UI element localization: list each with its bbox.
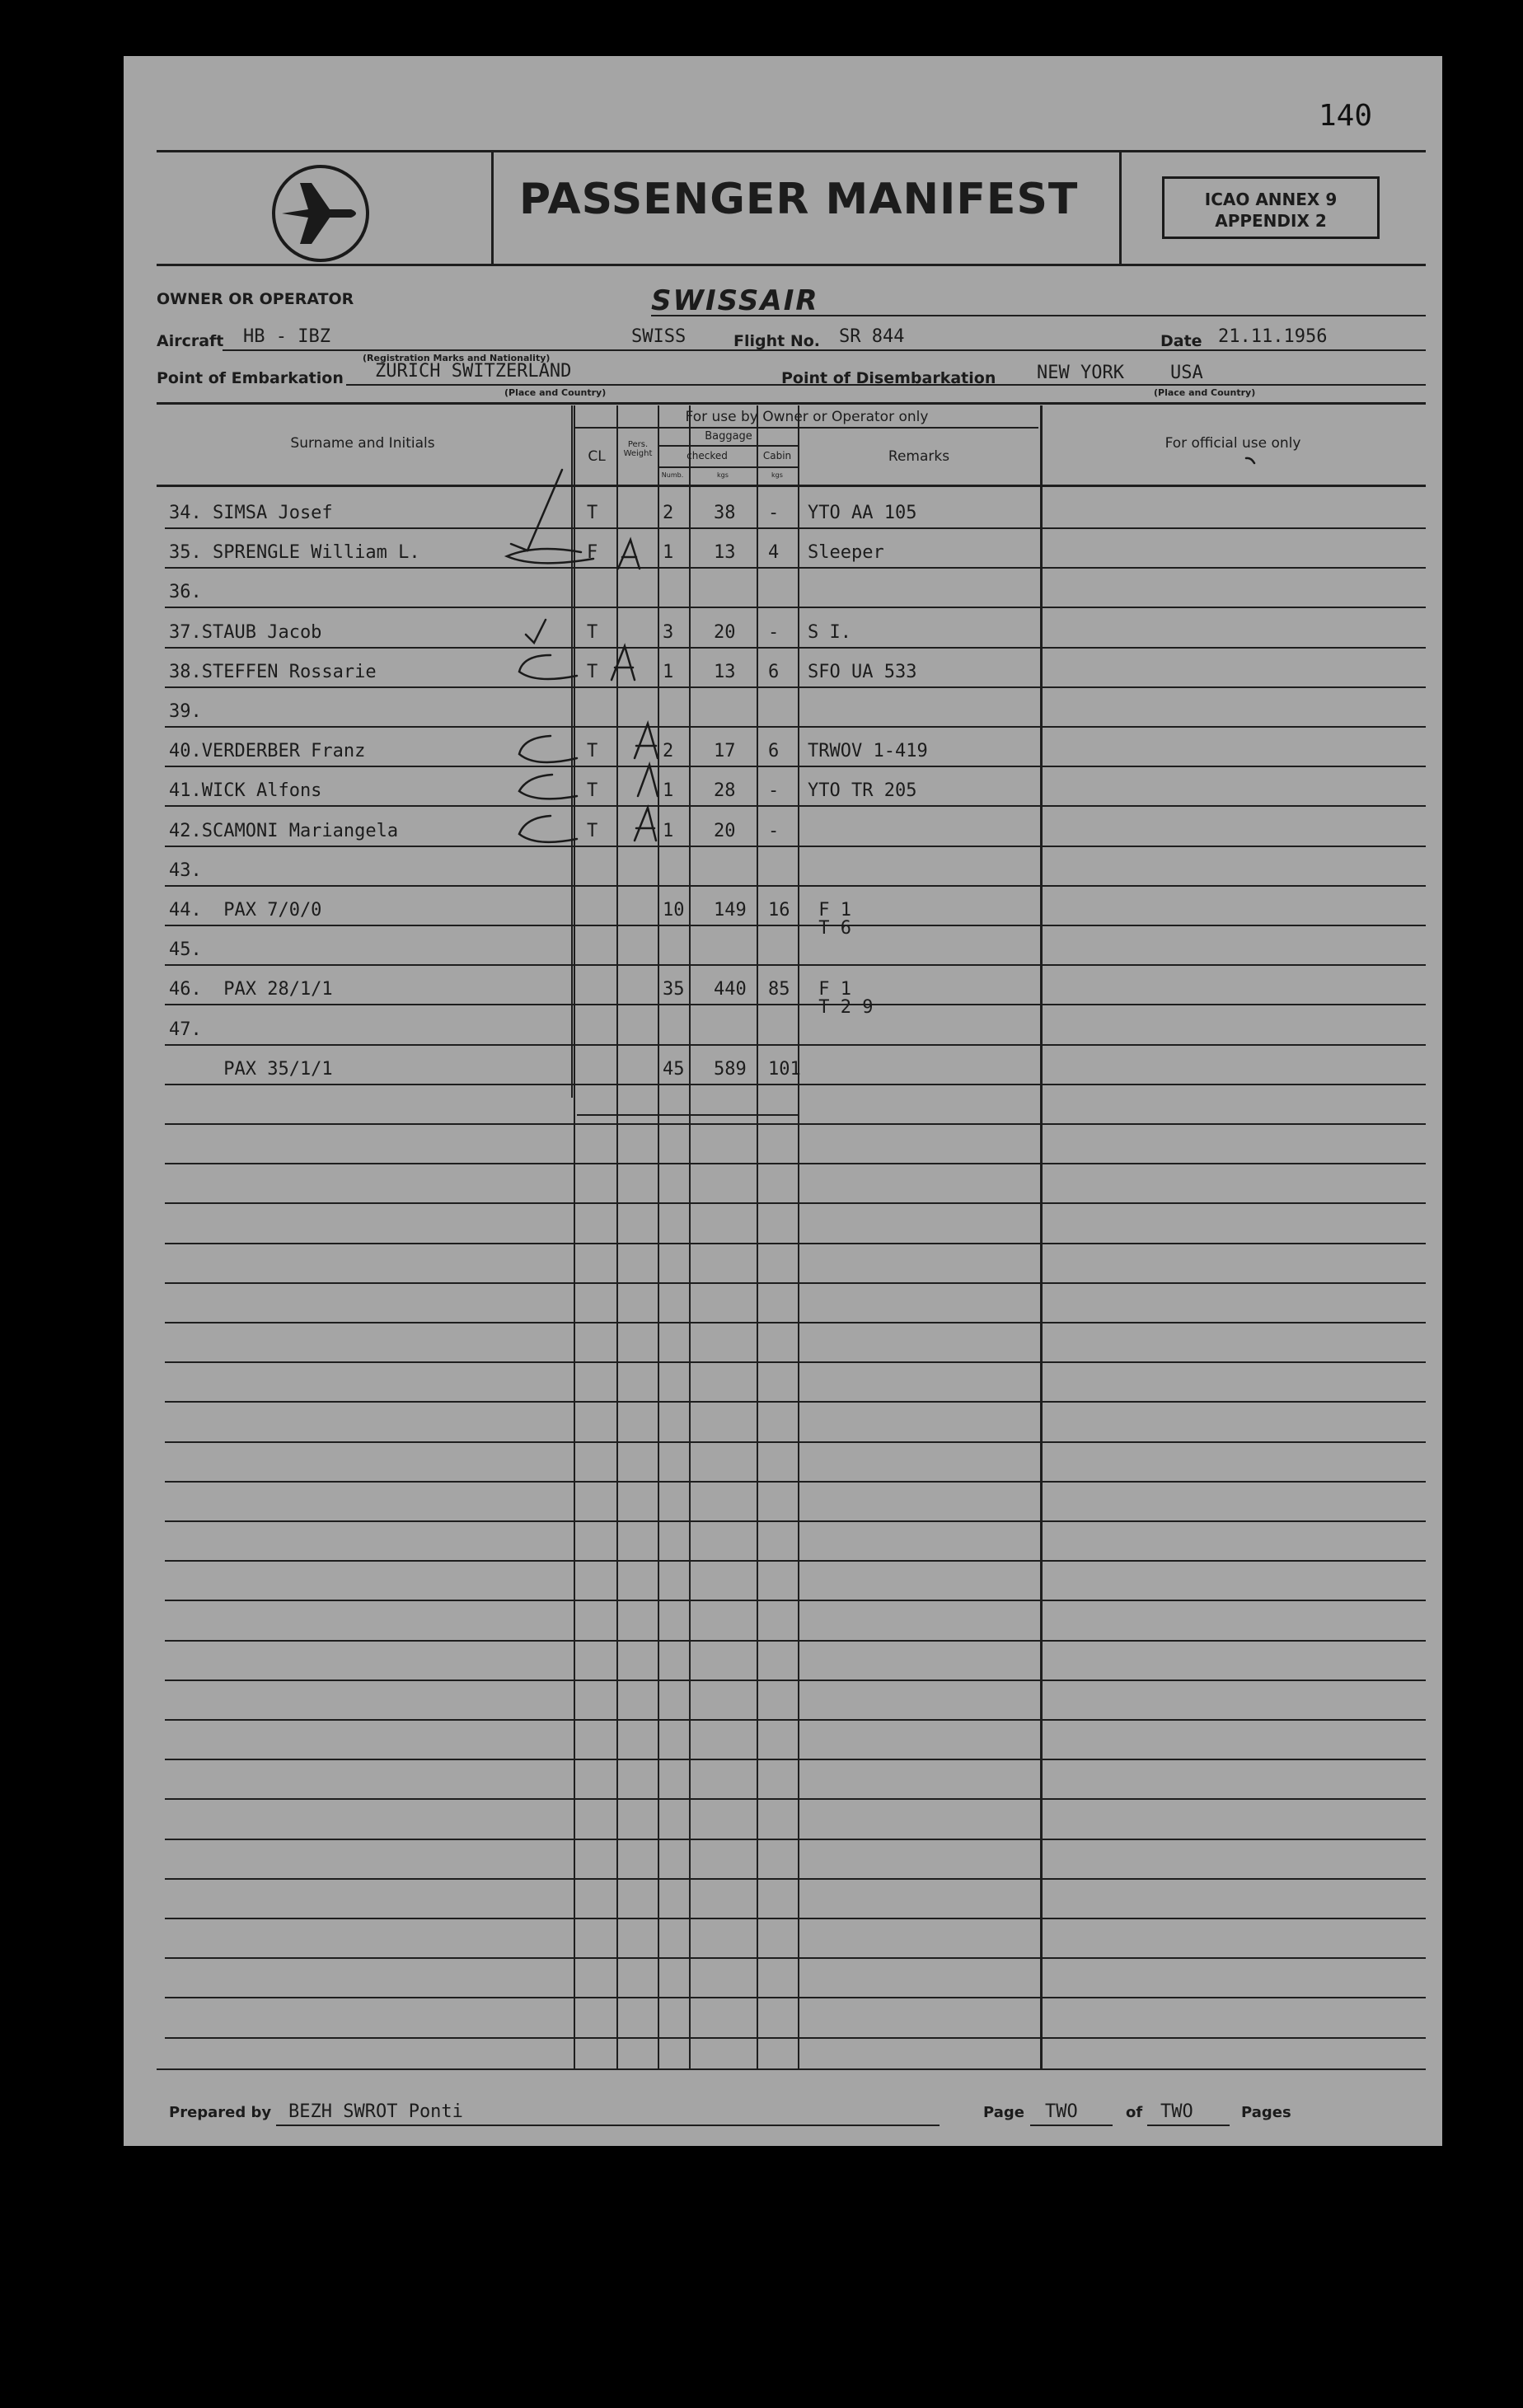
place-note-right: (Place and Country) [1154, 387, 1256, 398]
row-cabin-weight: - [768, 820, 780, 841]
row-name: 45. [169, 939, 202, 961]
pages-label: Pages [1241, 2104, 1291, 2121]
prepared-underline [276, 2125, 940, 2126]
icao-line-1: ICAO ANNEX 9 [1204, 190, 1338, 209]
row-name: 37.STAUB Jacob [169, 621, 322, 643]
page-number: 140 [1319, 99, 1373, 133]
row-name: 39. [169, 701, 202, 722]
baggage-header: Baggage [705, 430, 752, 443]
nationality-value: SWISS [631, 326, 687, 347]
cl-header: CL [588, 448, 606, 465]
total-pages-value: TWO [1160, 2101, 1193, 2122]
page-value: TWO [1045, 2101, 1078, 2122]
surname-header: Surname and Initials [290, 435, 435, 452]
row-cabin-weight: 85 [768, 979, 790, 1000]
owner-label: OWNER OR OPERATOR [157, 290, 354, 308]
row-bag-weight: 20 [714, 621, 736, 643]
row-name: 46. PAX 28/1/1 [169, 979, 333, 1000]
pers-weight-header: Pers. Weight [623, 440, 653, 458]
row-bag-count: 3 [663, 621, 674, 643]
row-class: T [587, 780, 598, 802]
flight-label: Flight No. [733, 332, 821, 350]
total-underline [1147, 2125, 1230, 2126]
row-remarks: S I. [808, 621, 851, 643]
row-cabin-weight: 6 [768, 741, 780, 762]
row-cabin-weight: 16 [768, 900, 790, 921]
row-bag-count: 35 [663, 979, 685, 1000]
row-name: 43. [169, 860, 202, 881]
row-bag-weight: 440 [714, 979, 747, 1000]
embark-label: Point of Embarkation [157, 369, 344, 387]
disembark-city: NEW YORK [1037, 363, 1124, 383]
row-class: T [587, 503, 598, 523]
row-name: 40.VERDERBER Franz [169, 741, 366, 762]
row-class: T [587, 621, 598, 643]
owner-use-header: For use by Owner or Operator only [685, 409, 929, 425]
row-bag-count: 1 [663, 661, 674, 682]
page-title: PASSENGER MANIFEST [519, 175, 1079, 224]
row-remarks: Sleeper [808, 542, 884, 564]
prepared-by-value: BEZH SWROT Ponti [288, 2101, 463, 2122]
cabin-header: Cabin [762, 450, 792, 461]
row-remarks: SFO UA 533 [808, 661, 917, 682]
row-bag-weight: 13 [714, 542, 736, 564]
row-name: 36. [169, 582, 202, 603]
row-bag-count: 1 [663, 542, 674, 564]
date-label: Date [1160, 332, 1202, 350]
row-name: 41.WICK Alfons [169, 780, 322, 802]
row-name: 34. SIMSA Josef [169, 503, 333, 523]
row-class: T [587, 661, 598, 682]
embark-value: ZURICH SWITZERLAND [375, 361, 572, 382]
row-cabin-weight: - [768, 503, 780, 523]
row-bag-count: 1 [663, 780, 674, 802]
row-remarks: TRWOV 1-419 [808, 741, 928, 762]
row-remarks: F 1 [808, 900, 851, 921]
disembark-country: USA [1170, 363, 1203, 383]
row-name: 35. SPRENGLE William L. [169, 542, 420, 564]
row-bag-weight: 28 [714, 780, 736, 802]
kgs-header-1: kgs [717, 471, 729, 479]
row-bag-weight: 149 [714, 900, 747, 921]
page-label: Page [983, 2104, 1024, 2121]
row-name: 47. [169, 1019, 202, 1040]
row-name: PAX 35/1/1 [169, 1058, 333, 1080]
row-bag-count: 10 [663, 900, 685, 921]
row-cabin-weight: 6 [768, 661, 780, 682]
row-name: 38.STEFFEN Rossarie [169, 661, 377, 682]
checked-header: checked [687, 450, 728, 461]
row-bag-count: 2 [663, 741, 674, 762]
row-cabin-weight: - [768, 780, 780, 802]
row-bag-count: 1 [663, 820, 674, 841]
row-name: 42.SCAMONI Mariangela [169, 820, 399, 841]
row-bag-weight: 13 [714, 661, 736, 682]
row-bag-count: 2 [663, 503, 674, 523]
remarks-header: Remarks [888, 448, 950, 465]
row-remarks-line2: T 2 9 [808, 997, 874, 1019]
flight-value: SR 844 [839, 326, 905, 347]
row-name: 44. PAX 7/0/0 [169, 900, 322, 921]
row-bag-count: 45 [663, 1058, 685, 1080]
numb-header: Numb. [661, 471, 684, 479]
aircraft-value: HB - IBZ [243, 326, 330, 347]
date-value: 21.11.1956 [1218, 326, 1328, 347]
registration-note: (Registration Marks and Nationality) [363, 353, 551, 363]
row-remarks-line2: T 6 [808, 918, 851, 939]
footer-top-rule [157, 2068, 1426, 2070]
kgs-header-2: kgs [771, 471, 783, 479]
row-remarks: YTO TR 205 [808, 780, 917, 802]
aircraft-label: Aircraft [157, 332, 224, 350]
row-class: T [587, 820, 598, 841]
row-class: F [587, 542, 598, 564]
row-bag-weight: 20 [714, 820, 736, 841]
row-remarks: YTO AA 105 [808, 503, 917, 523]
row-class: T [587, 741, 598, 762]
disembark-label: Point of Disembarkation [781, 369, 996, 387]
prepared-by-label: Prepared by [169, 2104, 272, 2121]
owner-value: SWISSAIR [651, 284, 819, 317]
row-remarks: F 1 [808, 979, 851, 1000]
row-bag-weight: 17 [714, 741, 736, 762]
place-note-left: (Place and Country) [504, 387, 607, 398]
row-bag-weight: 589 [714, 1058, 747, 1080]
row-bag-weight: 38 [714, 503, 736, 523]
row-cabin-weight: 101 [768, 1058, 801, 1080]
row-cabin-weight: - [768, 621, 780, 643]
official-header: For official use only [1165, 435, 1301, 452]
row-cabin-weight: 4 [768, 542, 780, 564]
icao-line-2: APPENDIX 2 [1215, 211, 1327, 231]
of-label: of [1126, 2104, 1143, 2121]
page-underline [1030, 2125, 1113, 2126]
